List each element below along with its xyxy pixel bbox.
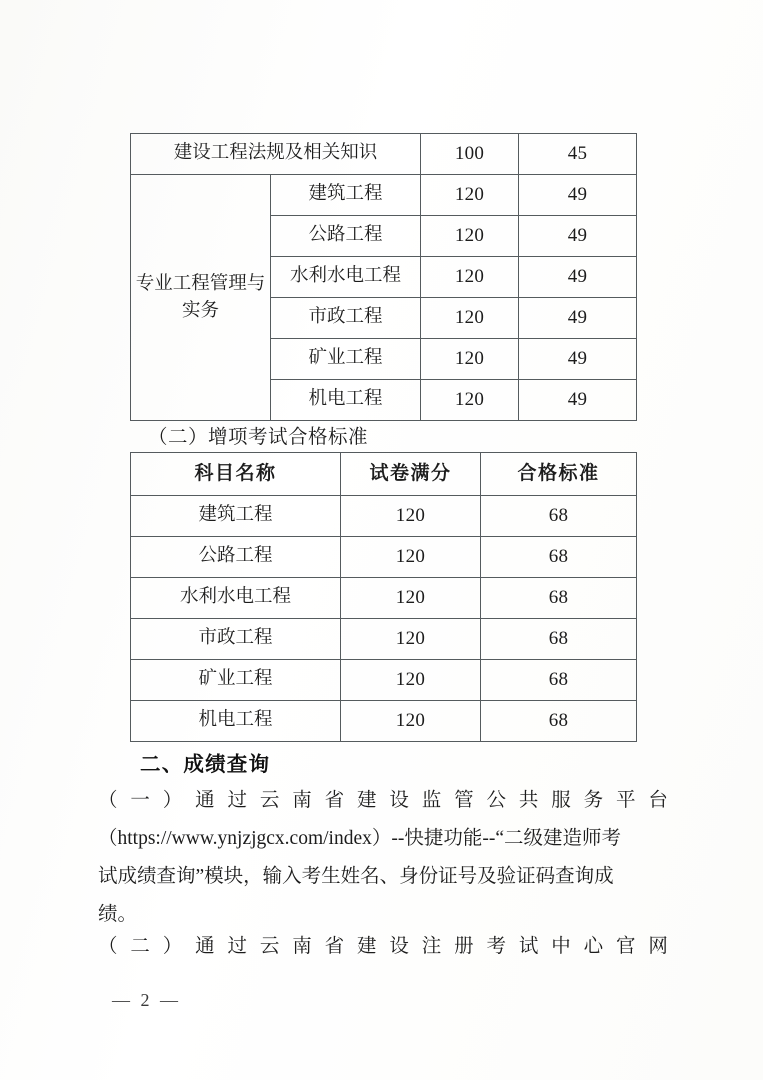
cell-pass-score: 68 [481, 701, 637, 742]
paragraph-char: 设 [389, 790, 409, 811]
paragraph-char: 台 [648, 790, 668, 811]
cell-pass-score: 49 [519, 298, 637, 339]
paragraph-char: 管 [454, 790, 474, 811]
paragraph-char: 设 [389, 936, 409, 957]
paragraph-query-via-center [98, 928, 668, 966]
page-number-footer: — 2 — [112, 990, 181, 1010]
cell-pass-score: 68 [481, 619, 637, 660]
cell-pass-score: 49 [519, 216, 637, 257]
paragraph-line-url: （https://www.ynjzjgcx.com/index）--快捷功能--“二级建造师考 [98, 828, 621, 849]
table-row [131, 660, 637, 701]
cell-full-score: 120 [341, 537, 481, 578]
column-header-full-score: 试卷满分 [341, 453, 481, 496]
paragraph-char: 册 [454, 936, 474, 957]
paragraph-char: 省 [324, 936, 345, 957]
cell-category-practice: 专业工程管理与实务 [131, 175, 271, 421]
cell-full-score: 120 [341, 578, 481, 619]
table-header-row [131, 453, 637, 496]
table-row [131, 537, 637, 578]
cell-subject: 矿业工程 [271, 339, 421, 380]
paragraph-char: 二 [130, 936, 150, 957]
cell-subject: 市政工程 [271, 298, 421, 339]
paragraph-char: 心 [583, 936, 604, 957]
cell-full-score: 120 [421, 298, 519, 339]
paragraph-line-4: 绩。 [98, 904, 138, 925]
paragraph-char: 通 [195, 790, 215, 811]
cell-full-score: 120 [421, 257, 519, 298]
cell-subject: 公路工程 [131, 537, 341, 578]
paragraph-line-justified-2 [98, 928, 668, 966]
cell-subject: 公路工程 [271, 216, 421, 257]
paragraph-char: 建 [357, 936, 377, 957]
paragraph-line-justified-1 [98, 782, 668, 820]
cell-full-score: 120 [421, 339, 519, 380]
paragraph-char: 云 [259, 790, 280, 811]
cell-subject: 建筑工程 [131, 496, 341, 537]
paragraph-char: 官 [616, 936, 636, 957]
subheading-additional-exam-standard: （二）增项考试合格标准 [148, 427, 369, 448]
cell-full-score: 120 [341, 496, 481, 537]
table-row [131, 134, 637, 175]
paragraph-char: 注 [421, 936, 442, 957]
paragraph-char: 服 [551, 790, 571, 811]
paragraph-char: 一 [130, 790, 150, 811]
cell-pass-score: 45 [519, 134, 637, 175]
paragraph-line-3: 试成绩查询”模块，输入考生姓名、身份证号及验证码查询成 [98, 866, 614, 887]
section-title-score-query: 二、成绩查询 [140, 754, 271, 776]
cell-pass-score: 68 [481, 660, 637, 701]
cell-subject: 机电工程 [131, 701, 341, 742]
paragraph-char: 平 [616, 790, 636, 811]
paragraph-char: 通 [195, 936, 215, 957]
paragraph-char: 考 [486, 936, 507, 957]
cell-full-score: 120 [421, 175, 519, 216]
column-header-subject: 科目名称 [131, 453, 341, 496]
paragraph-char: 建 [357, 790, 377, 811]
cell-pass-score: 49 [519, 257, 637, 298]
cell-subject: 建筑工程 [271, 175, 421, 216]
table-pass-standard [130, 133, 637, 421]
cell-pass-score: 68 [481, 496, 637, 537]
table-row [131, 496, 637, 537]
paragraph-char: 南 [292, 790, 312, 811]
column-header-pass-score: 合格标准 [481, 453, 637, 496]
paragraph-char: 云 [259, 936, 280, 957]
cell-pass-score: 49 [519, 339, 637, 380]
paragraph-query-via-platform [98, 782, 668, 934]
cell-full-score: 120 [421, 380, 519, 421]
cell-full-score: 120 [341, 619, 481, 660]
cell-subject: 机电工程 [271, 380, 421, 421]
paragraph-char: （ [98, 936, 118, 957]
paragraph-char: 务 [583, 790, 604, 811]
table-additional-standard [130, 452, 637, 742]
cell-subject: 水利水电工程 [131, 578, 341, 619]
table-row [131, 701, 637, 742]
cell-full-score: 120 [421, 216, 519, 257]
paragraph-char: 共 [518, 790, 539, 811]
cell-pass-score: 68 [481, 537, 637, 578]
paragraph-char: 过 [227, 790, 248, 811]
paragraph-char: ） [162, 936, 183, 957]
cell-pass-score: 68 [481, 578, 637, 619]
paragraph-char: 监 [421, 790, 442, 811]
paragraph-char: 试 [518, 936, 539, 957]
cell-full-score: 120 [341, 660, 481, 701]
cell-full-score: 120 [341, 701, 481, 742]
cell-subject: 市政工程 [131, 619, 341, 660]
table-row [131, 619, 637, 660]
cell-subject: 水利水电工程 [271, 257, 421, 298]
paragraph-char: （ [98, 790, 118, 811]
paragraph-char: ） [162, 790, 183, 811]
paragraph-char: 网 [648, 936, 668, 957]
paragraph-char: 中 [551, 936, 571, 957]
cell-pass-score: 49 [519, 175, 637, 216]
table-row [131, 578, 637, 619]
paragraph-char: 省 [324, 790, 345, 811]
paragraph-char: 过 [227, 936, 248, 957]
paragraph-char: 南 [292, 936, 312, 957]
cell-subject: 矿业工程 [131, 660, 341, 701]
cell-subject: 建设工程法规及相关知识 [131, 134, 421, 175]
cell-pass-score: 49 [519, 380, 637, 421]
cell-full-score: 100 [421, 134, 519, 175]
table-row [131, 175, 637, 216]
paragraph-char: 公 [486, 790, 507, 811]
